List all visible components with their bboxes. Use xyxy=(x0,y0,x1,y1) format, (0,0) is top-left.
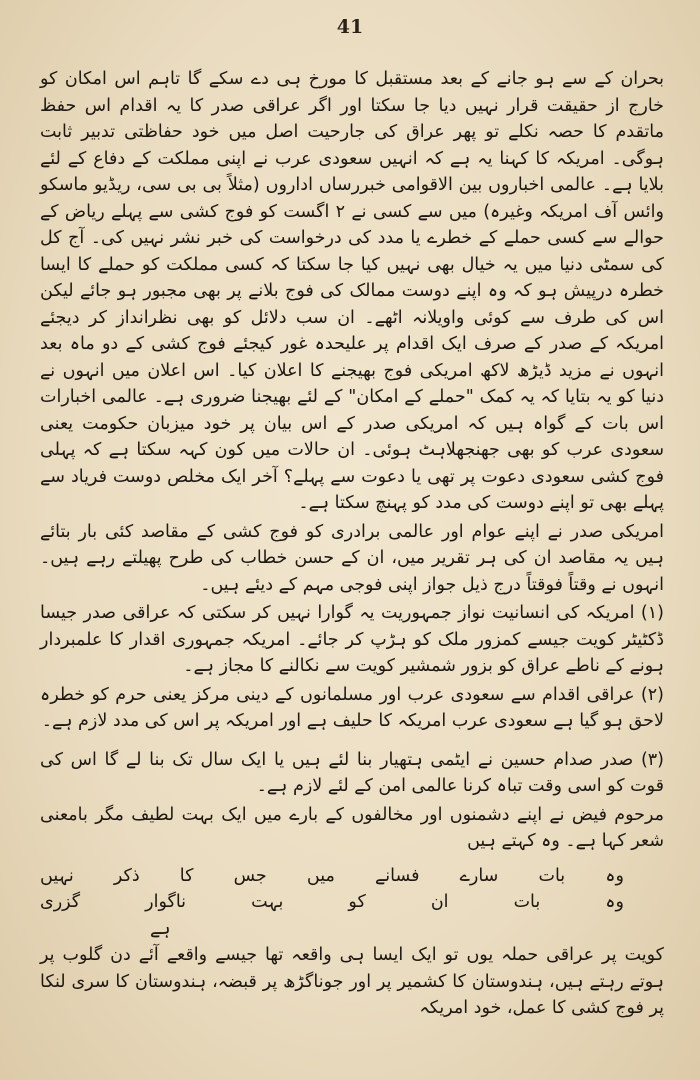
paragraph-reason-2: (۲) عراقی اقدام سے سعودی عرب اور مسلمانوں کے دینی مرکز یعنی حرم کو خطرہ لاحق ہو گیا ہے سعودی عرب امریکہ کا حلیف ہے اور امریکہ پر اس کی مدد لازم ہے۔ xyxy=(40,684,664,731)
paragraph-faiz-intro: مرحوم فیض نے اپنے دشمنوں اور مخالفوں کے بارے میں ایک بہت لطیف مگر بامعنی شعر کہا ہے۔ وہ کہتے ہیں xyxy=(40,804,664,851)
paragraph-crisis-analysis: بحران کے سے ہو جانے کے بعد مستقبل کا مورخ ہی دے سکے گا تاہم اس امکان کو خارج از حقیقت قرار نہیں دیا جا سکتا اور اگر عراقی صدر کا یہ اقدام اس حفظ ماتقدم کا حصہ نکلے تو پھر عراق کی جارحیت اصل میں خود حفاظتی تدبیر ثابت ہوگی۔ امریکہ کا کہنا یہ ہے کہ انہیں سعودی عرب نے اپنی مملکت کے دفاع کے لئے بلایا ہے۔ عالمی اخباروں بین الاقوامی خبررساں اداروں (مثلاً بی بی سی، ریڈیو ماسکو وائس آف امریکہ وغیرہ) میں سے کسی نے ۲ اگست کو فوج کشی سے پہلے ریاض کے حوالے سے کسی حملے کے خطرے یا مدد کی درخواست کی خبر نشر نہیں کی۔ آج کل کی سمٹی دنیا میں یہ خیال بھی نہیں کیا جا سکتا کہ کسی مملکت کو حملے کا ایسا خطرہ درپیش ہو کہ وہ اپنے دوست ممالک کی فوج بلانے پر بھی مجبور ہو جائے لیکن اس کی طرف سے کوئی واویلانہ اٹھے۔ ان سب دلائل کو بھی نظرانداز کر دیجئے امریکہ کے صدر کے صرف ایک اقدام پر علیحدہ غور کیجئے فوج کشی کے دو ماہ بعد انہوں نے مزید ڈیڑھ لاکھ امریکی فوج بھیجنے کا اعلان کیا۔ اس اعلان میں انہوں نے دنیا کو یہ بتایا کہ یہ کمک "حملے کے امکان" کے لئے بھیجنا ضروری ہے۔ عالمی اخبارات اس بات کے گواہ ہیں کہ امریکی صدر کے اس بیان پر خود میزبان حکومت یعنی سعودی عرب کو بھی جھنجھلاہٹ ہوئی۔ ان حالات میں کون کہہ سکتا ہے کہ پہلی فوج کشی سعودی دعوت پر تھی یا دعوت سے پہلے؟ آخر ایک مخلص دوست فریاد سے پہلے بھی تو اپنے دوست کی مدد کو پہنچ سکتا ہے۔ xyxy=(40,69,664,513)
verse-line-1: وہ بات سارے فسانے میں جس کا ذکر نہیں xyxy=(40,865,624,886)
page-body xyxy=(40,66,664,1022)
paragraph-us-objectives: امریکی صدر نے اپنے عوام اور عالمی برادری کو فوج کشی کے مقاصد کئی بار بتائے ہیں یہ مقاصد ان کی ہر تقریر میں، ان کے حسن خطاب کی طرح پھیلتے رہے ہیں۔ انہوں نے وقتاً فوقتاً درج ذیل جواز اپنی فوجی مہم کے دیئے ہیں۔ xyxy=(40,521,664,595)
paragraph-reason-1: (۱) امریکہ کی انسانیت نواز جمہوریت یہ گوارا نہیں کر سکتی کہ عراقی صدر جیسا ڈکٹیٹر کویت جیسے کمزور ملک کو ہڑپ کر جائے۔ امریکہ جمہوری اقدار کا علمبردار ہونے کے ناطے عراق کو بزور شمشیر کویت سے نکالنے کا مجاز ہے۔ xyxy=(40,603,664,676)
poetry-verse xyxy=(40,863,664,943)
page-number: 41 xyxy=(336,16,364,38)
verse-line-2: وہ بات ان کو بہت ناگوار گزری xyxy=(40,892,624,912)
paragraph-reason-3: (۳) صدر صدام حسین نے ایٹمی ہتھیار بنا لئے ہیں یا ایک سال تک بنا لے گا اس کی قوت کو اسی وقت تباہ کرنا عالمی امن کے لئے لازم ہے۔ xyxy=(40,749,664,796)
verse-line-2-tail: ہے xyxy=(150,918,171,939)
paragraph-closing: کویت پر عراقی حملہ یوں تو ایک ایسا ہی واقعہ تھا جیسے واقعے آئے دن گلوب پر ہوتے رہتے ہیں، ہندوستان کا کشمیر پر اور جوناگڑھ پر قبضہ، ہندوستان کا سری لنکا پر فوج کشی کا عمل، خود امریکہ xyxy=(40,945,664,1018)
